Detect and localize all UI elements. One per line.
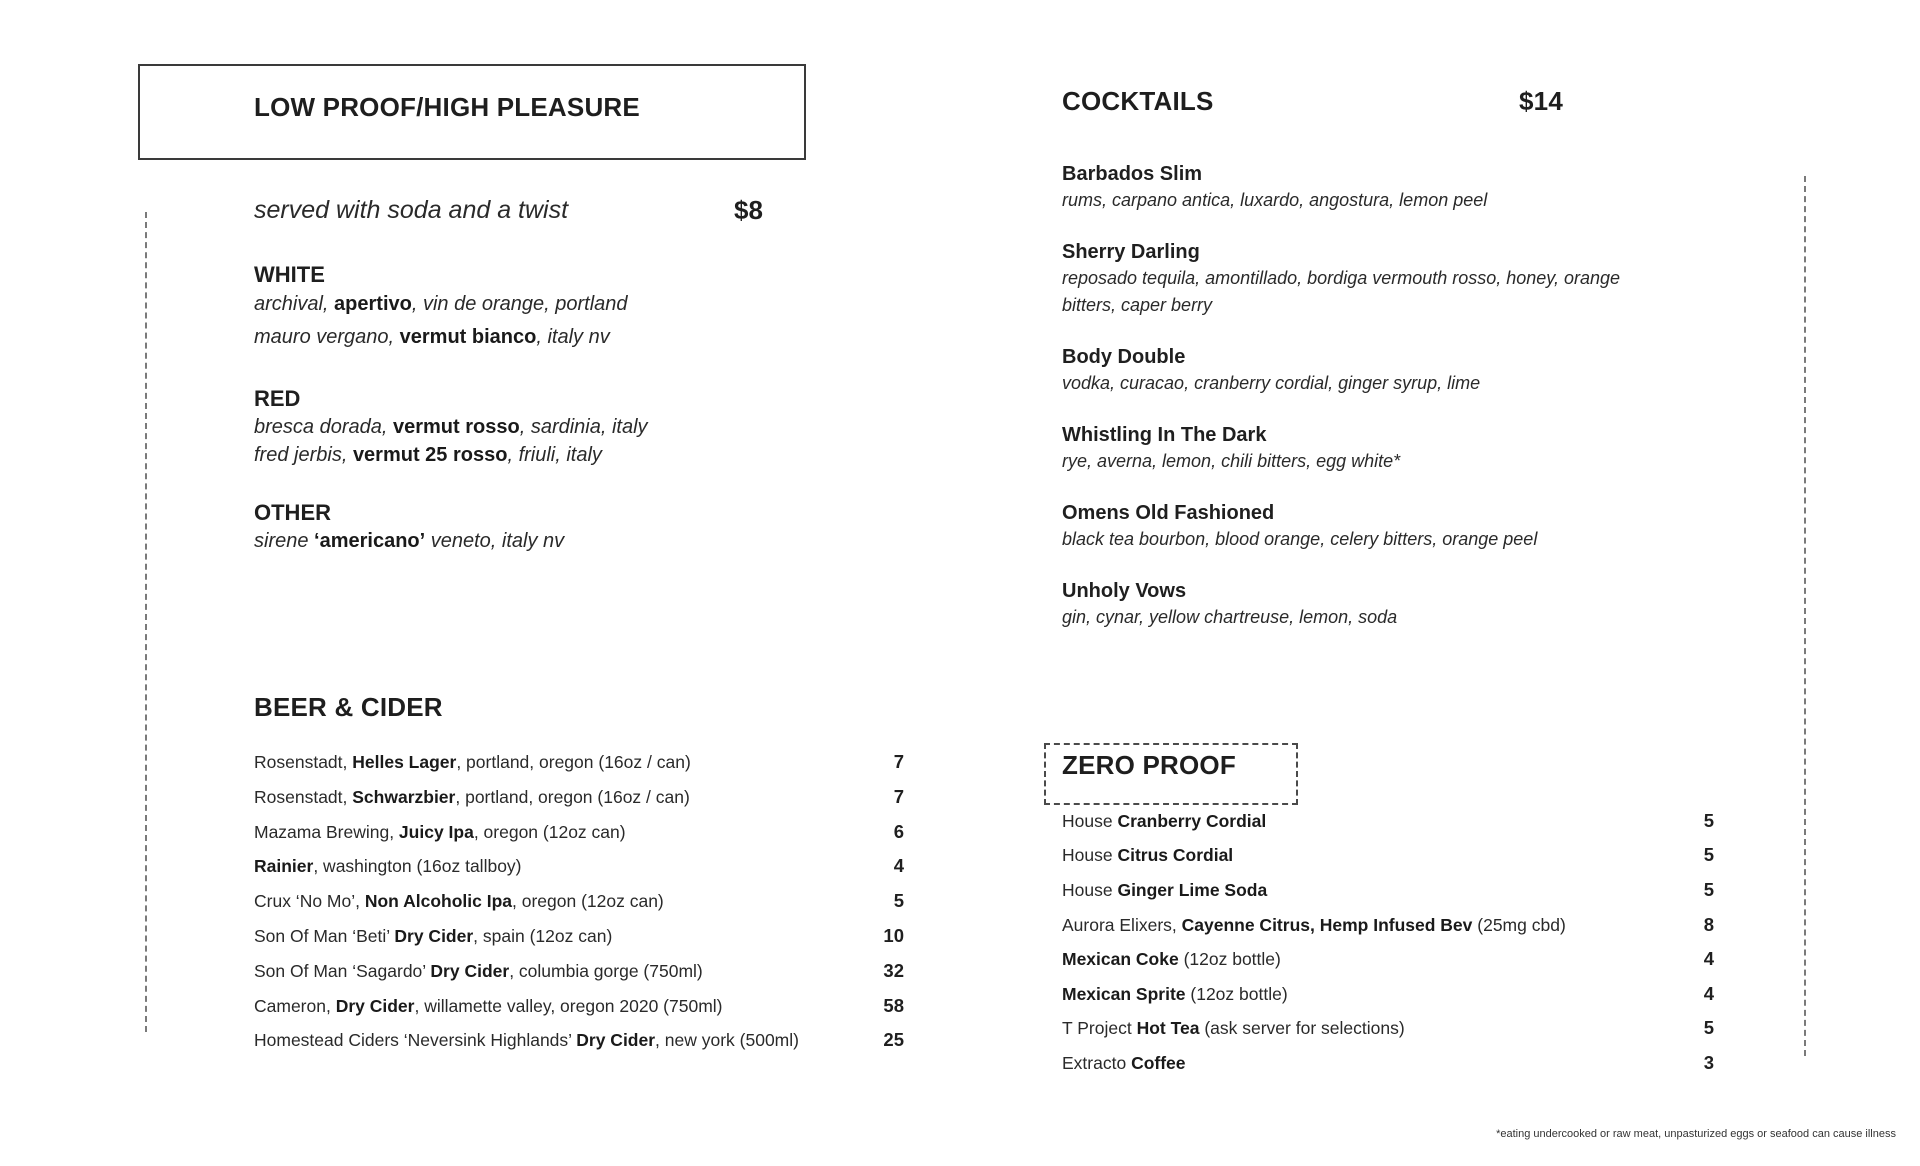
- cocktails-title: COCKTAILS: [1062, 86, 1214, 116]
- menu-line: fred jerbis, vermut 25 rosso, friuli, italy: [254, 444, 602, 466]
- menu-line: sirene ‘americano’ veneto, italy nv: [254, 530, 565, 552]
- beer-row: Mazama Brewing, Juicy Ipa, oregon (12oz can): [254, 822, 626, 842]
- section-label: OTHER: [254, 500, 331, 525]
- beer-row: Rainier, washington (16oz tallboy): [254, 856, 522, 876]
- zero-proof-price: 5: [1703, 844, 1714, 865]
- zero-proof-row: Extracto Coffee: [1062, 1053, 1186, 1073]
- zero-proof-price: 3: [1703, 1052, 1714, 1073]
- beer-price: 4: [893, 855, 904, 876]
- beer-row: Son Of Man ‘Beti’ Dry Cider, spain (12oz can): [254, 926, 613, 946]
- beer-price: 32: [883, 960, 904, 981]
- cocktail-name: Sherry Darling: [1062, 241, 1200, 263]
- cocktail-item: [1062, 500, 1662, 553]
- zero-proof-row: Mexican Coke (12oz bottle): [1062, 949, 1281, 969]
- low-proof-section-white: [254, 262, 628, 351]
- beer-price: 7: [893, 751, 904, 772]
- zero-proof-price: 5: [1703, 879, 1714, 900]
- menu-line: bresca dorada, vermut rosso, sardinia, italy: [254, 416, 648, 438]
- beer-row: Homestead Ciders ‘Neversink Highlands’ Dry Cider, new york (500ml): [254, 1030, 799, 1050]
- zero-proof-row: Aurora Elixers, Cayenne Citrus, Hemp Infused Bev (25mg cbd): [1062, 915, 1566, 935]
- menu-line: mauro vergano, vermut bianco, italy nv: [254, 326, 610, 348]
- cocktail-item: [1062, 422, 1662, 475]
- low-proof-section-other: [254, 500, 564, 555]
- section-label: RED: [254, 386, 301, 411]
- zero-proof-price: 8: [1703, 914, 1714, 935]
- low-proof-price: $8: [734, 195, 763, 225]
- zero-proof-price: 5: [1703, 810, 1714, 831]
- beer-price: 6: [893, 821, 904, 842]
- low-proof-subtitle: served with soda and a twist: [254, 196, 569, 224]
- cocktail-desc: rye, averna, lemon, chili bitters, egg white*: [1062, 451, 1401, 471]
- cocktail-name: Whistling In The Dark: [1062, 424, 1267, 446]
- zero-proof-price: 4: [1703, 948, 1714, 969]
- zero-proof-row: Mexican Sprite (12oz bottle): [1062, 984, 1288, 1004]
- low-proof-section-red: [254, 386, 648, 469]
- beer-price: 5: [893, 890, 904, 911]
- beer-price: 7: [893, 786, 904, 807]
- cocktails-price: $14: [1519, 86, 1563, 116]
- cocktail-desc: reposado tequila, amontillado, bordiga vermouth rosso, honey, orange bitters, caper berry: [1062, 268, 1621, 315]
- cocktail-desc: rums, carpano antica, luxardo, angostura, lemon peel: [1062, 190, 1488, 210]
- cocktail-item: [1062, 239, 1662, 319]
- left-border-line: [145, 212, 147, 1032]
- beer-row: Rosenstadt, Helles Lager, portland, oregon (16oz / can): [254, 752, 691, 772]
- cocktail-desc: gin, cynar, yellow chartreuse, lemon, soda: [1062, 607, 1398, 627]
- cocktail-item: [1062, 344, 1662, 397]
- low-proof-title: LOW PROOF/HIGH PLEASURE: [254, 92, 640, 122]
- beer-row: Son Of Man ‘Sagardo’ Dry Cider, columbia gorge (750ml): [254, 961, 703, 981]
- beer-price: 25: [883, 1029, 904, 1050]
- beer-cider-title: BEER & CIDER: [254, 692, 443, 722]
- zero-proof-row: House Citrus Cordial: [1062, 845, 1234, 865]
- cocktail-name: Barbados Slim: [1062, 163, 1203, 185]
- zero-proof-row: T Project Hot Tea (ask server for selections): [1062, 1018, 1405, 1038]
- cocktail-name: Omens Old Fashioned: [1062, 502, 1275, 524]
- cocktail-name: Body Double: [1062, 346, 1186, 368]
- cocktail-desc: vodka, curacao, cranberry cordial, ginger syrup, lime: [1062, 373, 1481, 393]
- zero-proof-row: House Cranberry Cordial: [1062, 811, 1267, 831]
- zero-proof-row: House Ginger Lime Soda: [1062, 880, 1268, 900]
- beer-row: Cameron, Dry Cider, willamette valley, oregon 2020 (750ml): [254, 996, 723, 1016]
- cocktail-item: [1062, 161, 1662, 214]
- beer-row: Rosenstadt, Schwarzbier, portland, oregon (16oz / can): [254, 787, 690, 807]
- beer-price: 10: [883, 925, 904, 946]
- beer-row: Crux ‘No Mo’, Non Alcoholic Ipa, oregon (12oz can): [254, 891, 664, 911]
- section-label: WHITE: [254, 262, 325, 287]
- cocktail-desc: black tea bourbon, blood orange, celery bitters, orange peel: [1062, 529, 1538, 549]
- right-border-line: [1804, 176, 1806, 1056]
- zero-proof-price: 4: [1703, 983, 1714, 1004]
- cocktail-name: Unholy Vows: [1062, 580, 1187, 602]
- health-footnote: *eating undercooked or raw meat, unpasturized eggs or seafood can cause illness: [1496, 1128, 1896, 1140]
- menu-line: archival, apertivo, vin de orange, portland: [254, 293, 628, 315]
- zero-proof-title: ZERO PROOF: [1062, 750, 1236, 780]
- cocktail-item: [1062, 578, 1662, 631]
- zero-proof-price: 5: [1703, 1017, 1714, 1038]
- beer-price: 58: [883, 995, 904, 1016]
